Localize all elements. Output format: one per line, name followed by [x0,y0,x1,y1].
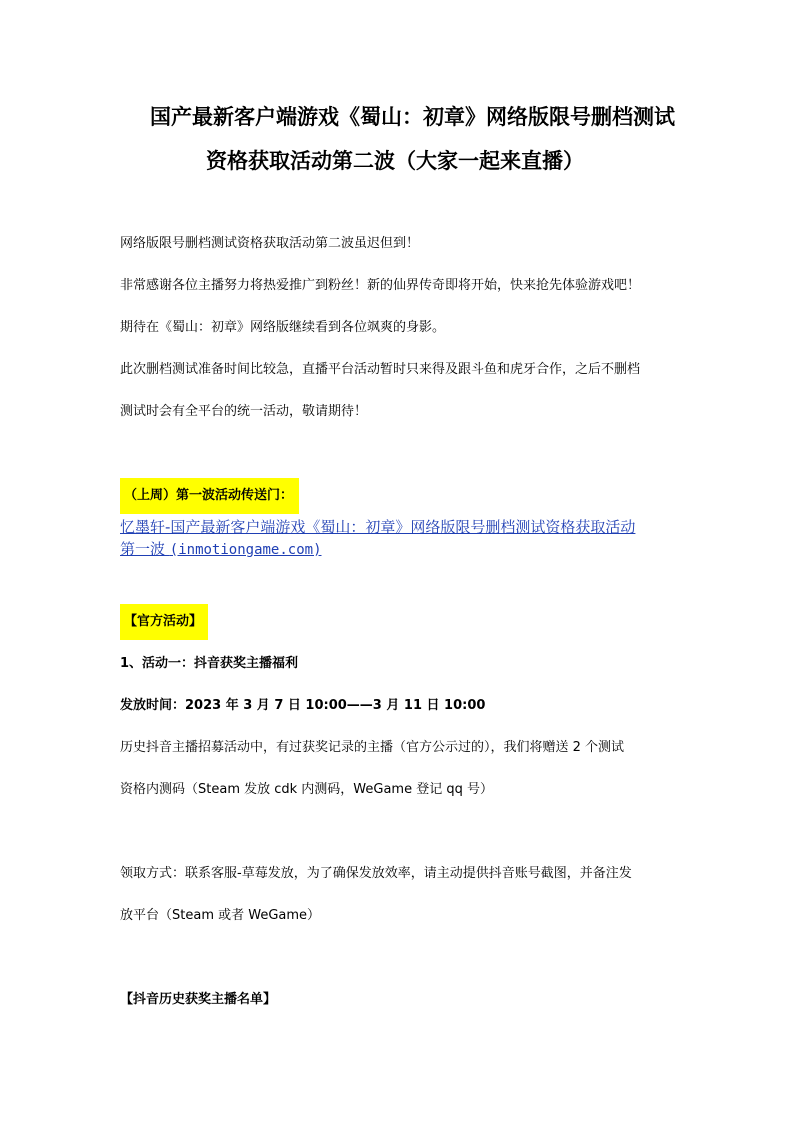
intro-paragraph-4-line-1: 此次删档测试准备时间比较急，直播平台活动暂时只来得及跟斗鱼和虎牙合作，之后不删档 [120,362,641,377]
winner-list-heading: 【抖音历史获奖主播名单】 [120,992,277,1007]
first-wave-link[interactable] [120,516,635,561]
first-wave-link-line-1[interactable]: 忆墨轩-国产最新客户端游戏《蜀山：初章》网络版限号删档测试资格获取活动 [120,518,636,536]
official-activity-label: 【官方活动】 [120,604,208,640]
claim-method-line-2: 放平台（Steam 或者 WeGame） [120,908,321,923]
distribution-time: 发放时间：2023 年 3 月 7 日 10:00——3 月 11 日 10:00 [120,698,486,713]
intro-paragraph-1: 网络版限号删档测试资格获取活动第二波虽迟但到！ [120,236,420,251]
intro-paragraph-2: 非常感谢各位主播努力将热爱推广到粉丝！新的仙界传奇即将开始，快来抢先体验游戏吧！ [120,278,641,293]
first-wave-link-url[interactable]: (inmotiongame.com) [169,542,322,558]
intro-paragraph-3: 期待在《蜀山：初章》网络版继续看到各位飒爽的身影。 [120,320,446,335]
document-title-line-1: 国产最新客户端游戏《蜀山：初章》网络版限号删档测试 [150,105,675,129]
first-wave-link-prefix[interactable]: 第一波 [120,540,170,558]
activity-desc-line-1: 历史抖音主播招募活动中，有过获奖记录的主播（官方公示过的），我们将赠送 2 个测试 [120,740,625,755]
activity-desc-line-2: 资格内测码（Steam 发放 cdk 内测码，WeGame 登记 qq 号） [120,782,493,797]
document-title-line-2: 资格获取活动第二波（大家一起来直播） [206,149,584,173]
activity-one-title: 1、活动一：抖音获奖主播福利 [120,656,299,671]
claim-method-line-1: 领取方式：联系客服-草莓发放，为了确保发放效率，请主动提供抖音账号截图，并备注发 [120,866,632,881]
intro-paragraph-4-line-2: 测试时会有全平台的统一活动，敬请期待！ [120,404,368,419]
first-wave-link-line-2[interactable] [120,538,635,561]
first-wave-label: （上周）第一波活动传送门： [120,478,299,514]
